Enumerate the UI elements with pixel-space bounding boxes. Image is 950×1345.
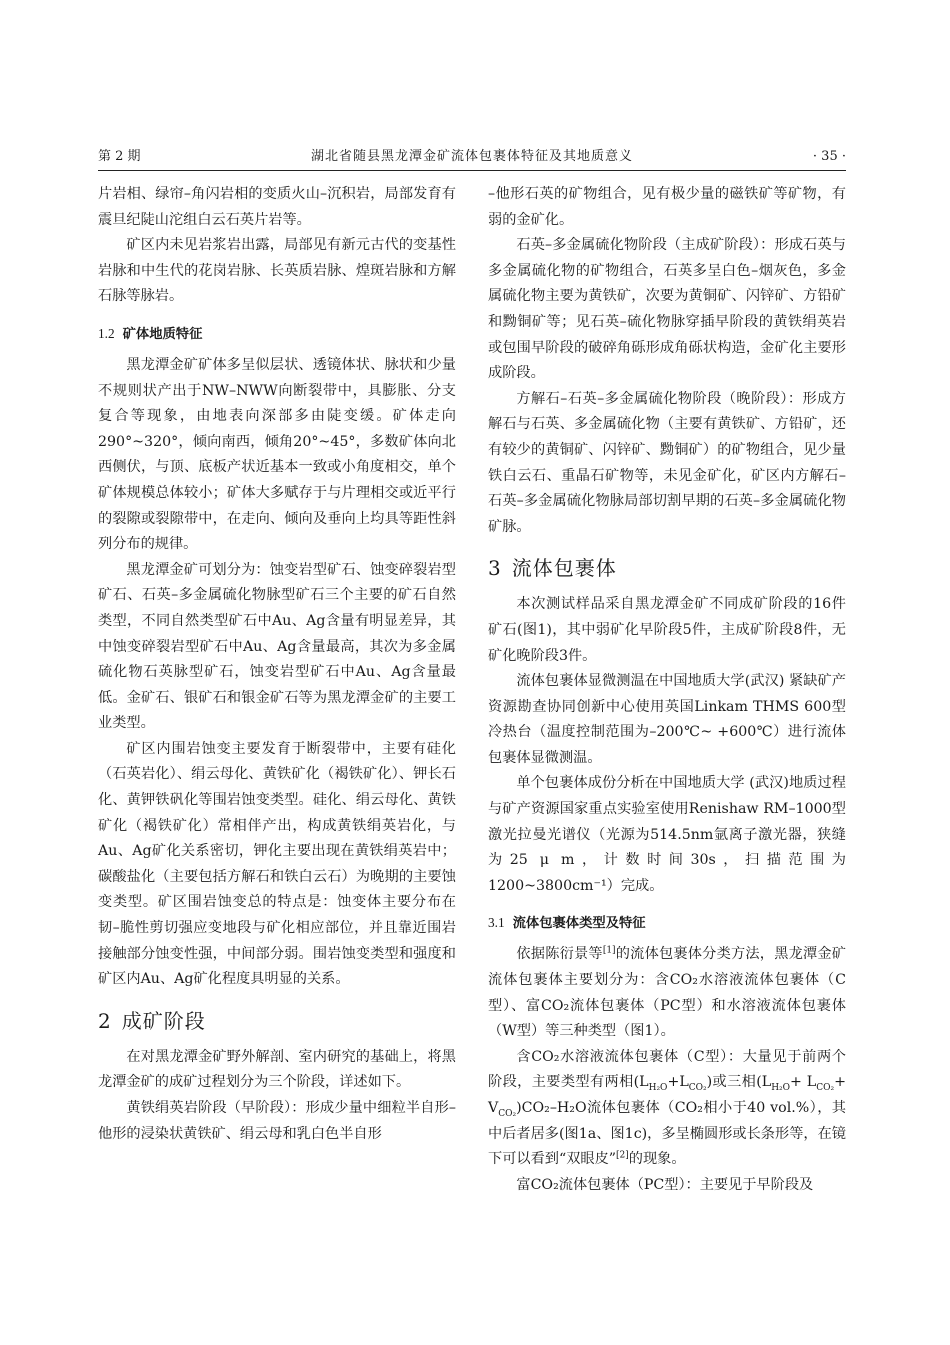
section-heading-3 — [488, 554, 846, 582]
left-column — [98, 182, 456, 1147]
text-run: 依据陈衍景等 — [516, 946, 603, 963]
running-header — [98, 147, 846, 167]
paragraph — [488, 1045, 846, 1173]
paragraph: 黑龙潭金矿可划分为：蚀变岩型矿石、蚀变碎裂岩型矿石、石英–多金属硫化物脉型矿石三个主要的矿石自然类型，不同自然类型矿石中Au、Ag含量有明显差异，其中蚀变碎裂岩型矿石中Au、Ag含量最高，其次为多金属硫化物石英脉型矿石，蚀变岩型矿石中Au、Ag含量最低。金矿石、银矿石和银金矿石等为黑龙潭金矿的主要工业类型。 — [98, 561, 456, 732]
section-number: 3 — [488, 556, 502, 581]
paragraph: 黄铁绢英岩阶段（早阶段）：形成少量中细粒半自形–他形的浸染状黄铁矿、绢云母和乳白色半自形 — [98, 1100, 456, 1142]
section-number: 2 — [98, 1008, 112, 1033]
section-heading-2 — [98, 1007, 456, 1035]
header-rule — [98, 170, 846, 171]
paragraph: 本次测试样品采自黑龙潭金矿不同成矿阶段的16件矿石(图1)，其中弱矿化早阶段5件，主成矿阶段8件，无矿化晚阶段3件。 — [488, 596, 846, 664]
paragraph: 富CO₂流体包裹体（PC型）：主要见于早阶段及 — [516, 1176, 814, 1193]
text-run: +L — [667, 1074, 689, 1091]
paragraph: 黑龙潭金矿矿体多呈似层状、透镜体状、脉状和少量不规则状产出于NW–NWW向断裂带中，具膨胀、分支复合等现象，由地表向深部多由陡变缓。矿体走向290°~320°，倾向南西，倾角20°~45°，多数矿体向北西侧伏，与顶、底板产状近基本一致或小角度相交，单个矿体规模总体较小；矿体大多赋存于与片理相交或近平行的裂隙或裂隙带中，在走向、倾向及垂向上均具等距性斜列分布的规律。 — [98, 356, 456, 553]
paragraph — [488, 942, 846, 1044]
issue-number: 第 2 期 — [98, 149, 141, 164]
section-heading-1-2 — [98, 324, 456, 345]
subscript: CO₂ — [498, 1108, 517, 1119]
section-heading-3-1 — [488, 913, 846, 934]
text-run: 的流体包裹体分类方法，黑龙潭金矿流体包裹体主要划分为：含CO₂水溶液流体包裹体（C型）、富CO₂流体包裹体（PC型）和水溶液流体包裹体（W型）等三种类型（图1）。 — [488, 946, 846, 1040]
section-title: 流体包裹体 — [511, 556, 617, 581]
paragraph: 片岩相、绿帘–角闪岩相的变质火山–沉积岩，局部发育有震旦纪陡山沱组白云石英片岩等。 — [98, 186, 456, 228]
paragraph: –他形石英的矿物组合，见有极少量的磁铁矿等矿物，有弱的金矿化。 — [488, 186, 846, 228]
paragraph: 在对黑龙潭金矿野外解剖、室内研究的基础上，将黑龙潭金矿的成矿过程划分为三个阶段，详述如下。 — [98, 1048, 456, 1091]
paragraph: 单个包裹体成份分析在中国地质大学 (武汉)地质过程与矿产资源国家重点实验室使用Renishaw RM–1000型激光拉曼光谱仪（光源为514.5nm氩离子激光器，狭缝为25 μ m，计数时间30s，扫描范围为1200~3800cm⁻¹）完成。 — [488, 775, 846, 894]
text-run: 的现象。 — [628, 1151, 686, 1168]
section-title: 矿体地质特征 — [122, 326, 203, 342]
citation-ref: [1] — [602, 945, 616, 956]
right-column — [488, 182, 846, 1198]
page-number: · 35 · — [812, 149, 846, 164]
subscript: H₂O — [648, 1083, 668, 1094]
subscript: H₂O — [771, 1083, 791, 1094]
citation-ref: [2] — [616, 1150, 629, 1161]
text-run: + L — [790, 1074, 817, 1091]
subscript: CO₂ — [688, 1083, 707, 1094]
paragraph: 流体包裹体显微测温在中国地质大学(武汉) 紧缺矿产资源勘查协同创新中心使用英国Linkam THMS 600型冷热台（温度控制范围为–200℃~ +600℃）进行流体包裹体显微测温。 — [488, 673, 846, 766]
section-number: 3.1 — [488, 915, 505, 931]
paragraph: 方解石–石英–多金属硫化物阶段（晚阶段）：形成方解石与石英、多金属硫化物（主要有黄铁矿、方铅矿，还有较少的黄铜矿、闪锌矿、黝铜矿）的矿物组合，见少量铁白云石、重晶石矿物等，未见金矿化，矿区内方解石–石英–多金属硫化物脉局部切割早期的石英–多金属硫化物矿脉。 — [488, 390, 846, 535]
section-title: 成矿阶段 — [121, 1008, 206, 1033]
text-run: )CO₂–H₂O流体包裹体（CO₂相小于40 vol.%），其中后者居多(图1a、图1c)，多呈椭圆形或长条形等，在镜下可以看到“双眼皮” — [488, 1100, 846, 1168]
text-run: 含CO₂水溶液流体包裹体（C型）：大量见于前两个阶段，主要类型有两相(L — [488, 1048, 846, 1091]
paragraph: 石英–多金属硫化物阶段（主成矿阶段）：形成石英与多金属硫化物的矿物组合，石英多呈白色–烟灰色，多金属硫化物主要为黄铁矿，次要为黄铜矿、闪锌矿、方铅矿和黝铜矿等；见石英–硫化物脉穿插早阶段的黄铁绢英岩或包围早阶段的破碎角砾形成角砾状构造，金矿化主要形成阶段。 — [488, 237, 846, 382]
section-title: 流体包裹体类型及特征 — [512, 916, 646, 932]
text-run: + V — [488, 1074, 846, 1116]
subscript: CO₂ — [816, 1083, 835, 1094]
running-title: 湖北省随县黑龙潭金矿流体包裹体特征及其地质意义 — [310, 149, 633, 164]
paragraph: 矿区内围岩蚀变主要发育于断裂带中，主要有硅化（石英岩化）、绢云母化、黄铁矿化（褐铁矿化）、钾长石化、黄钾铁矾化等围岩蚀变类型。硅化、绢云母化、黄铁矿化（褐铁矿化）常相伴产出，构成黄铁绢英岩化，与Au、Ag矿化关系密切，钾化主要出现在黄铁绢英岩中；碳酸盐化（主要包括方解石和铁白云石）为晚期的主要蚀变类型。矿区围岩蚀变总的特点是：蚀变体主要分布在韧–脆性剪切强应变地段与矿化相应部位，并且靠近围岩接触部分蚀变性强，中间部分弱。围岩蚀变类型和强度和矿区内Au、Ag矿化程度具明显的关系。 — [98, 740, 456, 988]
paragraph: 矿区内未见岩浆岩出露，局部见有新元古代的变基性岩脉和中生代的花岗岩脉、长英质岩脉、煌斑岩脉和方解石脉等脉岩。 — [98, 237, 456, 305]
section-number: 1.2 — [98, 325, 115, 341]
text-run: )或三相(L — [706, 1074, 772, 1091]
